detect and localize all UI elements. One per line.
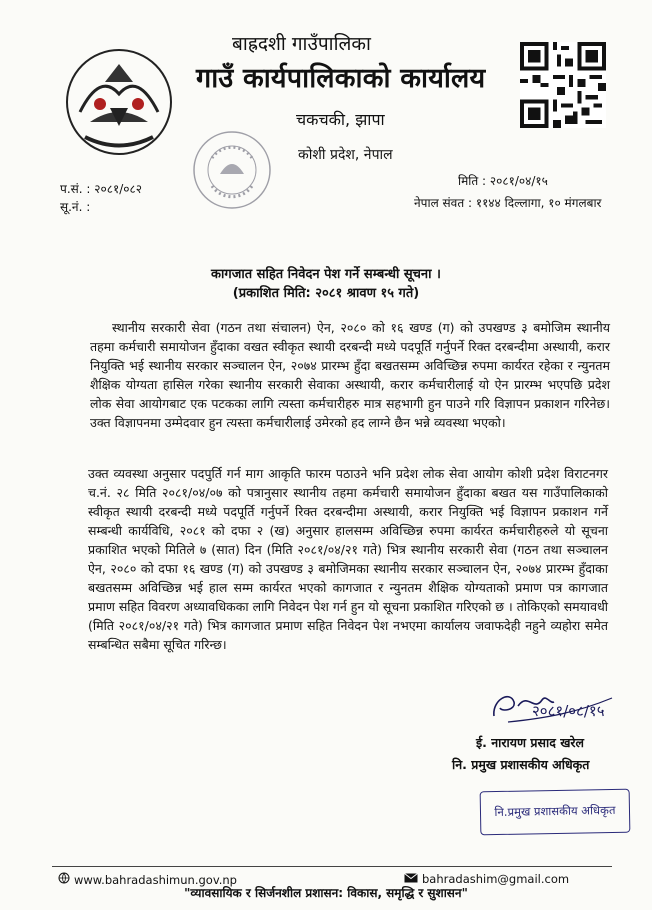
- reference-number: प.सं. : २०८१/०८२: [60, 182, 142, 196]
- svg-text:२०८१/०८/१५: २०८१/०८/१५: [532, 702, 605, 720]
- notice-published-date: (प्रकाशित मिति: २०८१ श्रावण १५ गते): [232, 286, 420, 301]
- signatory-name: ई. नारायण प्रसाद खरेल: [476, 735, 585, 750]
- handwritten-signature: [488, 682, 618, 726]
- qr-code-icon[interactable]: [520, 42, 606, 128]
- designation-stamp: नि.प्रमुख प्रशासकीय अधिकृत: [480, 789, 631, 836]
- office-location: चकचकी, झापा: [296, 110, 385, 129]
- dispatch-number: सू.नं. :: [60, 200, 91, 214]
- office-name: गाउँ कार्यपालिकाको कार्यालय: [196, 63, 486, 94]
- website-text[interactable]: www.bahradashimun.gov.np: [74, 872, 237, 887]
- notice-title: कागजात सहित निवेदन पेश गर्ने सम्बन्धी सूचना ।: [211, 267, 441, 282]
- notice-paragraph-1: स्थानीय सरकारी सेवा (गठन तथा संचालन) ऐन, २०८० को १६ खण्ड (ग) को उपखण्ड ३ बमोजिम स्थानीय तहमा कर्मचारी समायोजन हुँदाका वखत स्वीकृत स्थायी दरबन्दी मध्ये पदपूर्ति गर्नुपर्ने रिक्त दरबन्दीमा अस्थायी, करार नियुक्ति भई स्थानीय सरकार सञ्चालन ऐन, २०७४ प्रारम्भ हुँदा बखतसम्म अविच्छिन्न रुपमा कार्यरत रहेका र न्युनतम शैक्षिक योग्यता हासिल गरेका स्थानीय सरकारी सेवाका अस्थायी, करार कर्मचारीलाई यो ऐन प्रारम्भ भएपछि प्रदेश लोक सेवा आयोगबाट एक पटकका लागि त्यस्ता कर्मचारीहरु मात्र सहभागी हुन पाउने गरि विज्ञापन प्रकाशन गरिनेछ। उक्त विज्ञापनमा उम्मेदवार हुन त्यस्ता कर्मचारीलाई उमेरको हद लाग्ने छैन भन्ने व्यवस्था भएको।: [90, 320, 610, 430]
- nepal-sambat-date: नेपाल संवत : ११४४ दिल्लागा, १० मंगलबार: [414, 196, 602, 210]
- email-text[interactable]: bahradashim@gmail.com: [422, 872, 570, 886]
- signatory-designation: नि. प्रमुख प्रशासकीय अधिकृत: [452, 757, 590, 772]
- municipality-name: बाह्रदशी गाउँपालिका: [232, 33, 371, 55]
- province-name: कोशी प्रदेश, नेपाल: [298, 147, 393, 163]
- nepal-emblem-icon: [60, 42, 178, 160]
- office-seal-icon: [190, 128, 274, 212]
- footer-divider: [52, 866, 612, 867]
- issue-date: मिति : २०८१/०४/१५: [458, 174, 548, 188]
- notice-paragraph-2: उक्त व्यवस्था अनुसार पदपुर्ति गर्न माग आकृति फारम पठाउने भनि प्रदेश लोक सेवा आयोग कोशी प्रदेश विराटनगर च.नं. २८ मिति २०८१/०४/०७ को पत्रानुसार स्थानीय तहमा कर्मचारी समायोजन हुँदाका बखत यस गाउँपालिकाको स्वीकृत स्थायी दरबन्दी मध्ये पदपूर्ति गर्नुपर्ने रिक्त दरबन्दीमा अस्थायी, करार नियुक्ति भई विज्ञापन प्रकाशन गर्ने सम्बन्धी कार्यविधि, २०८१ को दफा २ (ख) अनुसार हालसम्म अविच्छिन्न रुपमा कार्यरत कर्मचारीहरुले यो सूचना प्रकाशित भएको मितिले ७ (सात) दिन (मिति २०८१/०४/२१ गते) भित्र स्थानीय सरकारी सेवा (गठन तथा सञ्चालन ऐन, २०८० को दफा १६ खण्ड (ग) को उपखण्ड ३ बमोजिमका स्थानीय सरकार सञ्चालन ऐन, २०७४ प्रारम्भ हुँदाका बखतसम्म अविच्छिन्न भई हाल सम्म कार्यरत भएको कागजात र न्युनतम शैक्षिक योग्यताको प्रमाण पत्र कागजात प्रमाण सहित विवरण अध्यावधिकका लागि निवेदन पेश गर्न हुन यो सूचना प्रकाशित गरिएको छ । तोकिएको समयावधी (मिति २०८१/०४/२१ गते) भित्र कागजात प्रमाण सहित निवेदन पेश नभएमा कार्यालय जवाफदेही नहुने व्यहोरा समेत सम्बन्धित सबैमा सूचित गरिन्छ।: [88, 466, 608, 652]
- office-slogan: "व्यावसायिक र सिर्जनशील प्रशासन: विकास, समृद्धि र सुशासन": [184, 886, 468, 900]
